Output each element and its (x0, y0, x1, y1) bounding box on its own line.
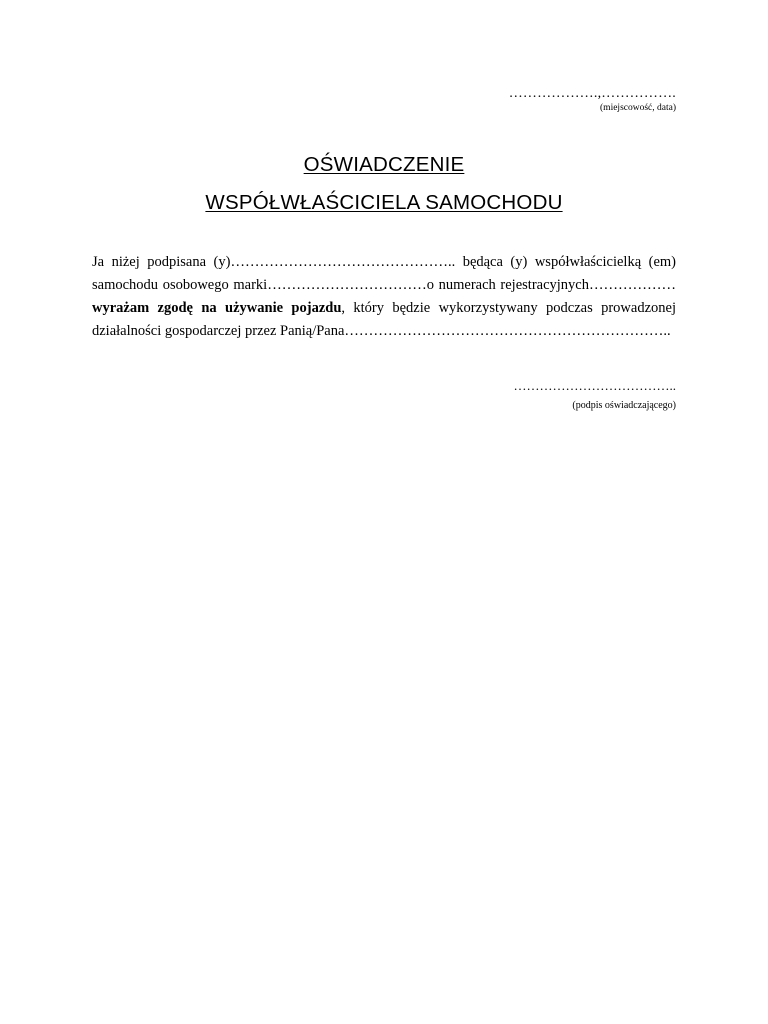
place-date-caption: (miejscowość, data) (600, 103, 676, 113)
body-line-3 (92, 297, 676, 320)
document-subtitle: WSPÓŁWŁAŚCICIELA SAMOCHODU (205, 191, 563, 214)
signature-field: ……………………………….. (513, 378, 676, 393)
place-date-field: ……………….,……………. (508, 86, 676, 101)
body-line-2: samochodu osobowego marki……………………………o numerach rejestracyjnych……………… (92, 277, 676, 293)
signature-caption: (podpis oświadczającego) (572, 400, 676, 411)
body-line-4: działalności gospodarczej przez Panią/Pana………………………………………………………….. (92, 323, 671, 339)
signature-block (514, 378, 677, 413)
declaration-body (92, 251, 676, 343)
body-line-3-rest: , który będzie wykorzystywany podczas prowadzonej (341, 300, 676, 316)
document-title: OŚWIADCZENIE (303, 153, 465, 176)
consent-phrase: wyrażam zgodę na używanie pojazdu (92, 300, 342, 316)
body-line-1: Ja niżej podpisana (y)……………………………………….. będąca (y) współwłaścicielką (em) (92, 254, 676, 270)
place-date-block (509, 86, 676, 115)
